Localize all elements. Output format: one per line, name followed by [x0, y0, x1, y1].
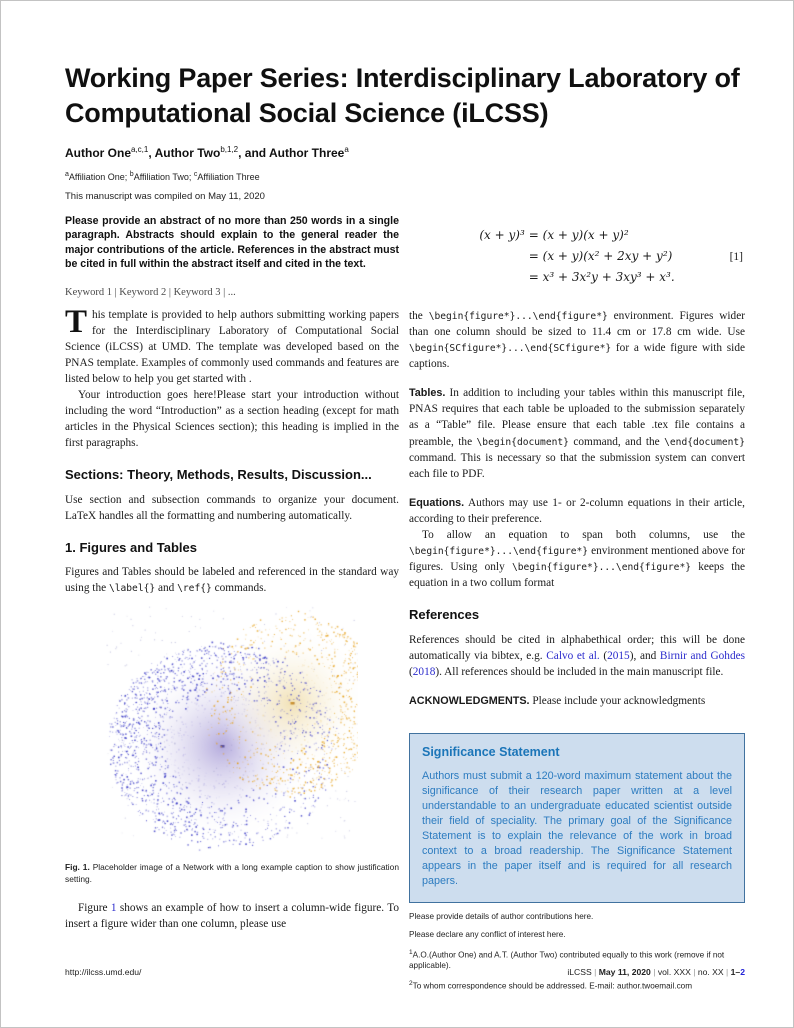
- citation-link[interactable]: Birnir and Gohdes: [659, 649, 746, 662]
- equation-line2-lhs: [479, 246, 524, 267]
- text-run: Author One: [65, 146, 131, 161]
- text-run: commands.: [211, 582, 267, 595]
- significance-body: Authors must submit a 120-word maximum statement about the significance of their research paper written at a level understandable to an undergraduate educated scientist outside their field of speciality. The primary goal of the Significance Statement is to explain the relevance of the work in broad context to a broad readership. The Significance Statement appears in the paper itself and is required for all research papers.: [422, 769, 732, 888]
- inline-code: \label{}: [108, 583, 156, 595]
- page-footer: [65, 967, 745, 977]
- separator-pipe: |: [723, 967, 731, 977]
- text-run: Affiliation Two;: [133, 172, 194, 183]
- span-columns-paragraph: [409, 527, 745, 591]
- right-column: [409, 219, 745, 1000]
- paper-header: [65, 61, 745, 202]
- text-run: (: [599, 649, 608, 662]
- equation-lines: [409, 225, 745, 288]
- equation-line1-lhs: (x + y)³: [479, 228, 525, 242]
- run-in-heading: Equations.: [409, 496, 465, 509]
- page-number: 2: [740, 967, 745, 977]
- text-run: , Author Two: [148, 146, 221, 161]
- text-run: iLCSS: [567, 967, 592, 977]
- superscript: a: [344, 145, 349, 155]
- text-run: Figure: [78, 901, 111, 914]
- inline-code: \begin{SCfigure*}...\end{SCfigure*}: [409, 343, 612, 355]
- abstract-text: Please provide an abstract of no more than 250 words in a single paragraph. Abstracts should explain to the general reader the major contributions of the article. References in the abstract must be cited in full within the abstract itself and cited in the text.: [65, 215, 399, 271]
- inline-code: \end{document}: [664, 436, 745, 448]
- footer-url[interactable]: http://ilcss.umd.edu/: [65, 967, 142, 977]
- contributions-note: Please provide details of author contributions here.: [409, 911, 594, 921]
- superscript: 2: [409, 979, 413, 987]
- superscript: 1: [409, 948, 413, 956]
- inline-code: \ref{}: [177, 583, 212, 595]
- references-paragraph: [409, 632, 745, 680]
- text-run: Affiliation Three: [197, 172, 260, 183]
- left-column: [65, 304, 399, 932]
- figure-1-container: [106, 606, 358, 858]
- figures-tables-heading: 1. Figures and Tables: [65, 539, 197, 555]
- bold-text: 1–: [730, 967, 741, 977]
- equation-1: [409, 225, 745, 288]
- text-run: In addition to including your tables within this manuscript file, PNAS requires that each table be uploaded to the submission separately as a “Table” file. Please ensure that each table .tex file contains a preamble, the: [409, 387, 745, 448]
- significance-statement-box: [409, 733, 745, 903]
- author-line: [65, 145, 745, 160]
- citation-link[interactable]: 1: [110, 901, 117, 914]
- superscript: a,c,1: [131, 145, 149, 155]
- references-heading: References: [409, 607, 480, 623]
- after-figure-paragraph: [65, 900, 399, 932]
- separator-pipe: |: [650, 967, 658, 977]
- equations-paragraph: [409, 495, 745, 527]
- text-run: the: [409, 310, 429, 322]
- acknowledgments-paragraph: [409, 693, 745, 709]
- author-notes: [409, 912, 745, 993]
- compiled-date-line: This manuscript was compiled on May 11, 2020: [65, 191, 265, 203]
- bold-text: Fig. 1.: [65, 862, 90, 873]
- text-run: ), and: [629, 649, 660, 662]
- text-run: vol. XXX: [657, 967, 691, 977]
- citation-link[interactable]: Calvo et al.: [546, 649, 600, 662]
- intro-paragraph-2: Your introduction goes here!Please start your introduction without including the word “Introduction” as a section heading (except for math articles in the Physical Sciences section); this heading is implied in the first paragraphs.: [65, 389, 399, 450]
- sections-heading: Sections: Theory, Methods, Results, Discussion...: [65, 467, 372, 483]
- text-run: keeps the equation in a two collum format: [409, 561, 745, 590]
- text-run: References should be cited in alphabethical order; this will be done automatically via bibtex, e.g.: [409, 633, 745, 662]
- intro-paragraph-1: [65, 304, 399, 387]
- equation-line3-rhs: = x³ + 3x²y + 3xy³ + x³.: [528, 270, 675, 284]
- sections-paragraph: Use section and subsection commands to organize your document. LaTeX handles all the formatting and numbering automatically.: [65, 493, 399, 522]
- inline-code: \begin{figure*}...\end{figure*}: [428, 311, 608, 322]
- text-run: Placeholder image of a Network with a long example caption to show justification setting.: [65, 862, 399, 885]
- text-run: environment mentioned above for figures. Using only: [409, 545, 745, 574]
- equation-line3-lhs: [479, 267, 524, 288]
- separator-pipe: |: [690, 967, 698, 977]
- tables-paragraph: [409, 385, 745, 481]
- text-run: shows an example of how to insert a column-wide figure. To insert a figure wider than one column, please use: [65, 901, 399, 930]
- network-figure: [106, 606, 358, 858]
- text-run: and: [155, 582, 178, 595]
- text-run: command. This is necessary so that the submission system can convert each file to PDF.: [409, 451, 745, 480]
- bold-text: May 11, 2020: [598, 967, 651, 977]
- text-run: Please include your acknowledgments: [529, 694, 706, 707]
- citation-link[interactable]: 2018: [412, 665, 436, 678]
- text-run: environment. Figures wider than one column should be sized to 11.4 cm or 17.8 cm wide. Use: [409, 310, 745, 339]
- keywords-line: Keyword 1 | Keyword 2 | Keyword 3 | ...: [65, 287, 236, 298]
- text-run: for a wide figure with side captions.: [409, 342, 745, 371]
- equation-line2-rhs: = (x + y)(x² + 2xy + y²): [528, 249, 673, 263]
- inline-code: \begin{figure*}...\end{figure*}: [409, 546, 589, 557]
- intro-paragraph-1-text: his template is provided to help authors submitting working papers for the Interdisciplinary Laboratory of Computational Social Science (iLCSS) at UMD. The template was developed based on the PNAS template. Examples of commonly used commands and features are listed below to help you get started with .: [65, 309, 399, 386]
- text-run: , and Author Three: [238, 146, 345, 161]
- citation-link[interactable]: 2015: [607, 649, 630, 662]
- page-title: Working Paper Series: Interdisciplinary Laboratory of Computational Social Science (iLCSS): [65, 63, 740, 129]
- text-run: Figures and Tables should be labeled and referenced in the standard way using the: [65, 566, 399, 595]
- footer-journal-line: [567, 967, 745, 977]
- figure-1-caption: [65, 862, 399, 886]
- text-run: Affiliation One;: [68, 172, 130, 183]
- superscript: b,1,2: [220, 145, 239, 155]
- significance-title: Significance Statement: [422, 744, 560, 759]
- drop-cap: T: [65, 304, 88, 340]
- run-in-heading: Tables.: [409, 387, 446, 400]
- superscript: a: [65, 171, 69, 179]
- equation-number: [1]: [729, 250, 743, 263]
- text-run: ). All references should be included in the main manuscript file.: [435, 665, 724, 678]
- inline-code: \begin{figure*}...\end{figure*}: [511, 562, 692, 574]
- text-run: A.O.(Author One) and A.T. (Author Two) contributed equally to this work (remove if not applicable).: [409, 950, 725, 971]
- text-run: no. XX: [697, 967, 724, 977]
- run-in-heading: ACKNOWLEDGMENTS.: [409, 694, 530, 707]
- figures-paragraph: [65, 564, 399, 596]
- superscript: c: [193, 171, 198, 179]
- affiliation-line: [65, 171, 745, 182]
- footnote-2: [409, 980, 745, 992]
- separator-pipe: |: [591, 967, 599, 977]
- text-run: (: [409, 665, 413, 678]
- superscript: b: [129, 171, 134, 179]
- figure-env-paragraph: [409, 308, 745, 372]
- text-run: To whom correspondence should be addressed. E-mail: author.twoemail.com: [412, 981, 693, 991]
- text-run: Authors may use 1- or 2-column equations in their article, according to their preference.: [409, 496, 745, 525]
- conflict-note: Please declare any conflict of interest here.: [409, 930, 566, 940]
- equation-line1-rhs: = (x + y)(x + y)²: [528, 228, 629, 242]
- text-run: command, and the: [568, 435, 665, 448]
- text-run: To allow an equation to span both columns, use the: [422, 528, 745, 541]
- inline-code: \begin{document}: [476, 436, 569, 448]
